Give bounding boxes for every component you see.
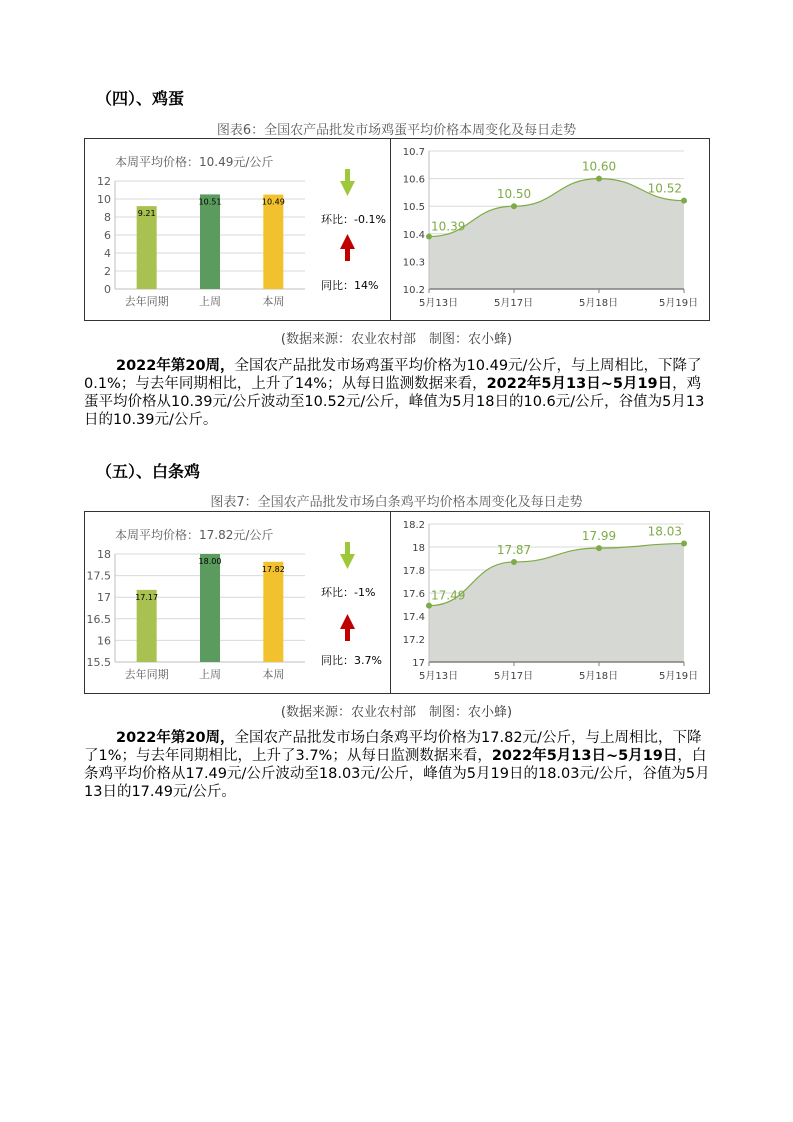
x-tick-label: 5月19日	[659, 298, 699, 309]
data-point	[596, 545, 602, 551]
y-tick-label: 4	[104, 247, 111, 260]
bar-panel	[84, 511, 392, 694]
y-tick-label: 15.5	[86, 656, 111, 669]
y-tick-label: 17.4	[402, 612, 425, 623]
bar	[263, 562, 283, 662]
data-label: 17.87	[496, 542, 532, 557]
area-fill	[429, 179, 684, 289]
paragraph	[84, 357, 710, 429]
data-point	[426, 603, 432, 609]
y-tick-label: 8	[104, 211, 111, 224]
y-tick-label: 10.3	[402, 257, 425, 269]
y-tick-label: 17.8	[402, 566, 425, 577]
para-text: ，白条鸡平均价格从17.49元/公斤波动至18.03元/公斤，峰值为5月19日的18.03元/公斤，谷值为5月13日的17.49元/公斤。	[84, 748, 710, 800]
arrow-down-icon	[340, 542, 355, 569]
y-tick-label: 18.2	[402, 520, 425, 531]
para-bold: 2022年5月13日~5月19日	[491, 748, 678, 764]
bar-value-label: 18.00	[198, 557, 222, 566]
data-label: 10.52	[647, 181, 682, 196]
x-tick-label: 上周	[199, 295, 221, 308]
data-point	[596, 176, 602, 182]
data-label: 10.50	[496, 187, 532, 202]
y-tick-label: 16	[97, 634, 111, 648]
y-tick-label: 18	[412, 543, 425, 554]
area-fill	[429, 544, 684, 662]
bar-value-label: 10.51	[198, 197, 222, 207]
data-point	[681, 541, 687, 547]
data-point	[511, 559, 517, 565]
x-tick-label: 去年同期	[124, 295, 169, 308]
y-tick-label: 17	[97, 591, 111, 605]
figure-caption: 图表6：全国农产品批发市场鸡蛋平均价格本周变化及每日走势	[216, 123, 577, 138]
bar-chart	[85, 512, 391, 693]
data-label: 18.03	[647, 524, 682, 539]
data-point	[511, 203, 517, 209]
wow-label: 环比：-0.1%	[321, 213, 386, 226]
y-tick-label: 17.6	[402, 589, 425, 600]
chart-title: 本周平均价格：10.49元/公斤	[115, 155, 274, 169]
y-tick-label: 10	[97, 193, 111, 206]
y-tick-label: 17.2	[402, 635, 425, 646]
data-label: 10.39	[431, 219, 466, 234]
arrow-down-icon	[340, 169, 355, 196]
paragraph	[84, 729, 710, 801]
x-tick-label: 5月19日	[659, 671, 699, 682]
para-bold: 2022年第20周，	[116, 730, 235, 746]
arrow-up-icon	[340, 234, 355, 261]
data-label: 10.60	[581, 159, 617, 174]
x-tick-label: 5月17日	[494, 298, 534, 309]
chart-title: 本周平均价格：17.82元/公斤	[115, 528, 274, 542]
section-heading: （五）、白条鸡	[96, 462, 201, 481]
data-label: 17.49	[431, 588, 466, 603]
line-panel	[390, 511, 710, 694]
bar	[200, 554, 220, 662]
bar-value-label: 9.21	[137, 209, 156, 219]
y-tick-label: 17.5	[86, 569, 111, 583]
y-tick-label: 2	[104, 265, 111, 278]
y-tick-label: 10.5	[402, 202, 425, 214]
x-tick-label: 去年同期	[124, 668, 169, 681]
x-tick-label: 本周	[262, 668, 285, 681]
bar	[200, 194, 220, 289]
section-heading: （四）、鸡蛋	[96, 89, 185, 108]
x-tick-label: 上周	[199, 668, 221, 681]
arrow-up-icon	[340, 614, 355, 641]
area-chart	[391, 139, 709, 320]
x-tick-label: 5月13日	[419, 298, 459, 309]
bar-value-label: 17.82	[261, 564, 285, 574]
para-text: ，鸡蛋平均价格从10.39元/公斤波动至10.52元/公斤，峰值为5月18日的10.6元/公斤，谷值为5月13日的10.39元/公斤。	[84, 376, 705, 428]
y-tick-label: 18	[97, 548, 111, 561]
bar	[137, 206, 157, 289]
para-bold: 2022年第20周，	[116, 358, 235, 374]
x-tick-label: 5月18日	[579, 298, 619, 309]
data-point	[426, 234, 432, 240]
data-source: (数据来源：农业农村部 制图：农小蜂)	[280, 332, 513, 347]
x-tick-label: 5月17日	[494, 671, 534, 682]
x-tick-label: 本周	[262, 295, 285, 308]
y-tick-label: 10.6	[402, 174, 425, 186]
y-tick-label: 17	[412, 658, 425, 669]
data-source: (数据来源：农业农村部 制图：农小蜂)	[280, 705, 513, 720]
bar-panel	[84, 138, 392, 321]
y-tick-label: 10.7	[402, 147, 425, 158]
x-tick-label: 5月18日	[579, 671, 619, 682]
y-tick-label: 12	[97, 175, 111, 188]
y-tick-label: 0	[104, 283, 111, 296]
y-tick-label: 6	[104, 229, 111, 242]
para-bold: 2022年5月13日~5月19日	[486, 376, 673, 392]
data-point	[681, 198, 687, 204]
para-text: 全国农产品批发市场白条鸡平均价格为17.82元/公斤，与上周相比，下降了1%；与去年同期相比，上升了3.7%；从每日监测数据来看，	[84, 730, 702, 764]
line-panel	[390, 138, 710, 321]
bar-chart	[85, 139, 391, 320]
figure-caption: 图表7：全国农产品批发市场白条鸡平均价格本周变化及每日走势	[210, 495, 583, 510]
bar-value-label: 17.17	[135, 592, 159, 602]
area-chart	[391, 512, 709, 693]
yoy-label: 同比：3.7%	[321, 654, 382, 667]
yoy-label: 同比：14%	[321, 279, 379, 292]
data-label: 17.99	[581, 529, 617, 544]
y-tick-label: 10.4	[402, 229, 425, 241]
bar-value-label: 10.49	[261, 197, 285, 207]
x-tick-label: 5月13日	[419, 671, 459, 682]
bar	[263, 195, 283, 289]
para-text: 全国农产品批发市场鸡蛋平均价格为10.49元/公斤，与上周相比，下降了0.1%；与去年同期相比，上升了14%；从每日监测数据来看，	[84, 358, 702, 392]
y-tick-label: 10.2	[402, 285, 425, 296]
y-tick-label: 16.5	[86, 612, 111, 626]
wow-label: 环比：-1%	[321, 586, 376, 599]
